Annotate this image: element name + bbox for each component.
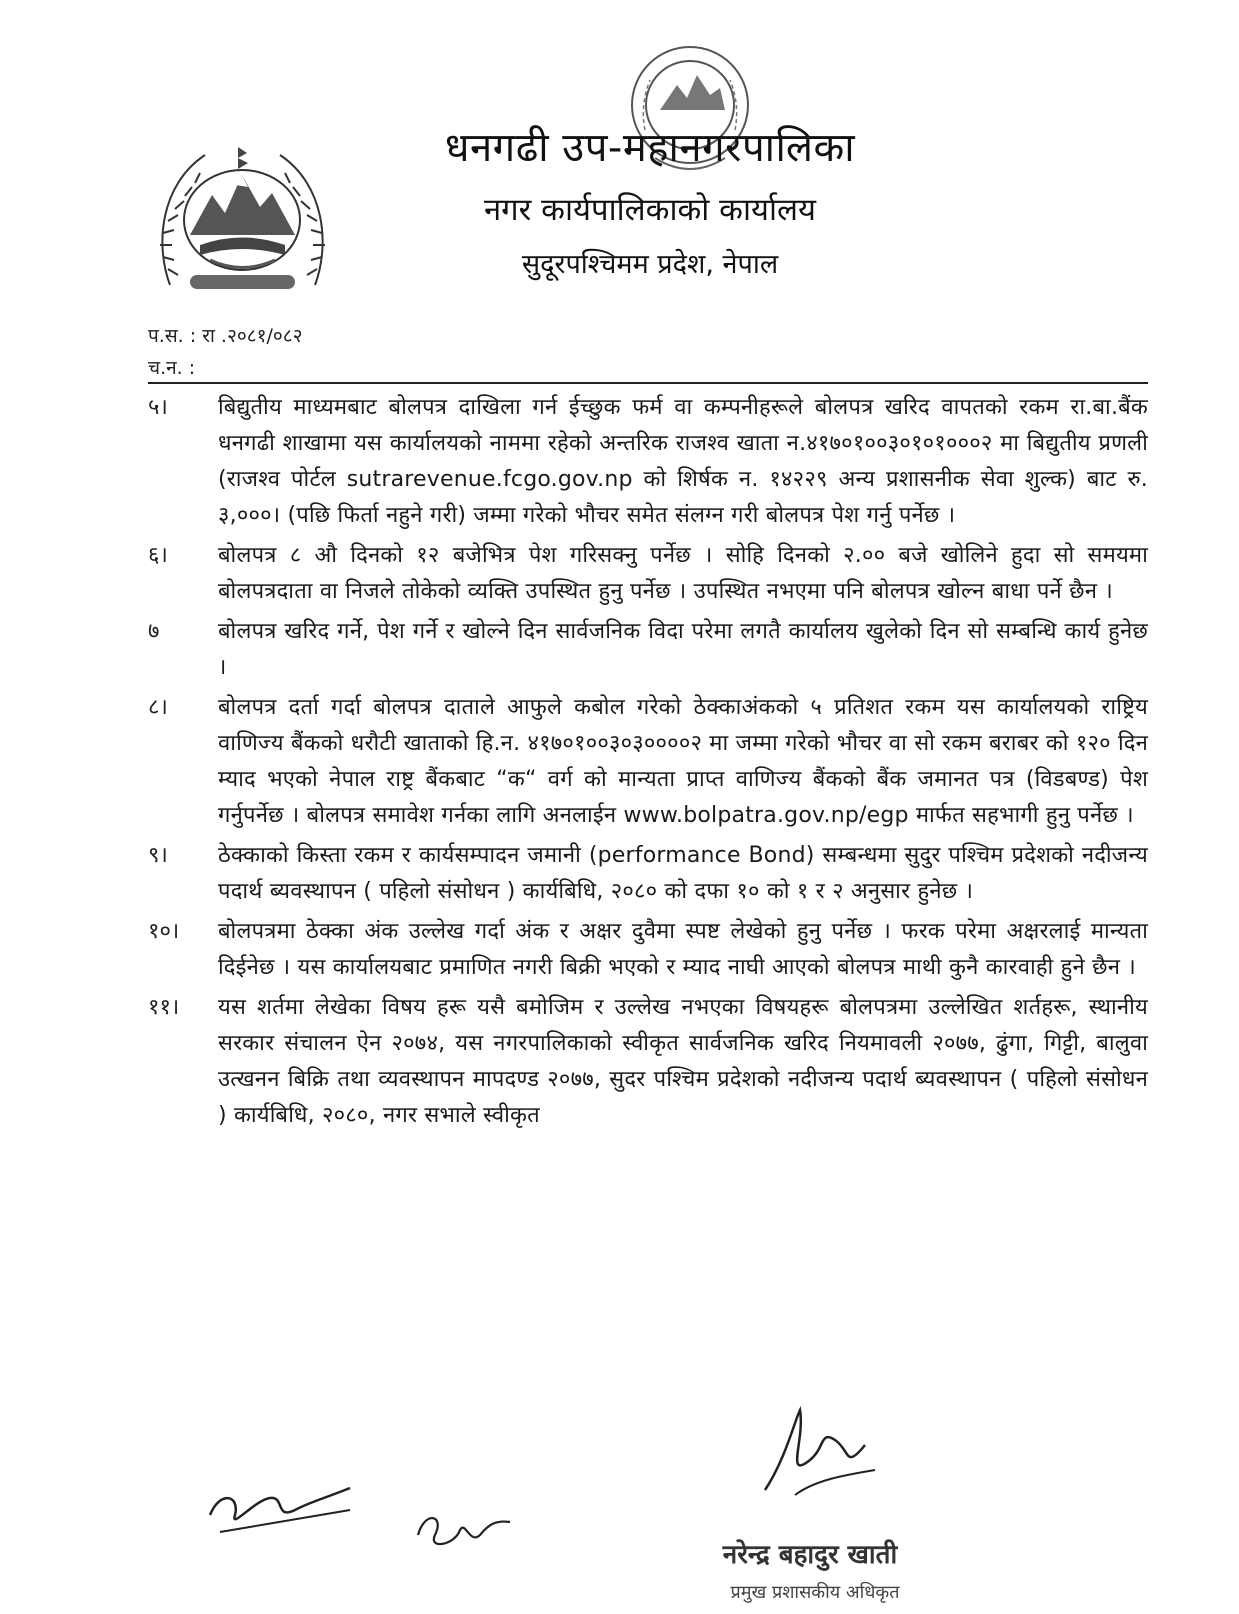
clause-item	[148, 538, 1148, 610]
clause-text: बोलपत्र खरिद गर्ने, पेश गर्ने र खोल्ने दिन सार्वजनिक विदा परेमा लगतै कार्यालय खुलेको दिन सो सम्बन्धि कार्य हुनेछ ।	[218, 619, 1148, 680]
clause-number: ५।	[148, 395, 168, 420]
municipality-title: धनगढी उप-महानगरपालिका	[444, 125, 856, 171]
clause-item	[148, 990, 1148, 1134]
signature-1-icon	[200, 1470, 360, 1540]
clause-item	[148, 390, 1148, 534]
clause-number: ७	[148, 619, 160, 644]
province-location: सुदूरपश्चिमम प्रदेश, नेपाल	[521, 249, 779, 280]
clause-item	[148, 614, 1148, 686]
clause-text: बिद्युतीय माध्यमबाट बोलपत्र दाखिला गर्न ईच्छुक फर्म वा कम्पनीहरूले बोलपत्र खरिद वापतको रकम रा.बा.बैंक धनगढी शाखामा यस कार्यालयको नाममा रहेको अन्तरिक राजश्व खाता न.४१७०१००३०१०१०००२ मा बिद्युतीय प्रणली (राजश्व पोर्टल sutrarevenue.fcgo.gov.np को शिर्षक न. १४२२९ अन्य प्रशासनीक सेवा शुल्क) बाट रु. ३,०००। (पछि फिर्ता नहुने गरी) जम्मा गरेको भौचर समेत संलग्न गरी बोलपत्र पेश गर्नु पर्नेछ ।	[218, 395, 1148, 528]
signature-3-icon	[755, 1400, 885, 1505]
nepal-emblem-icon	[150, 135, 335, 300]
header-divider	[148, 382, 1148, 384]
signatory-name: नरेन्द्र बहादुर खाती	[722, 1540, 898, 1570]
clause-number: १०।	[148, 919, 180, 944]
dispatch-number: च.न. :	[148, 357, 196, 379]
clause-number: ६।	[148, 543, 168, 568]
fiscal-reference: प.स. : रा .२०८१/०८२	[148, 325, 303, 347]
signature-2-icon	[410, 1500, 520, 1560]
office-subtitle: नगर कार्यपालिकाको कार्यालय	[483, 192, 817, 228]
clause-item	[148, 690, 1148, 834]
clause-number: ८।	[148, 695, 168, 720]
clause-item	[148, 838, 1148, 910]
signatory-role: प्रमुख प्रशासकीय अधिकृत	[730, 1582, 900, 1603]
clause-text: बोलपत्र दर्ता गर्दा बोलपत्र दाताले आफुले कबोल गरेको ठेक्काअंकको ५ प्रतिशत रकम यस कार्यालयको राष्ट्रिय वाणिज्य बैंकको धरौटी खाताको हि.न. ४१७०१००३०३००००२ मा जम्मा गरेको भौचर वा सो रकम बराबर को १२० दिन म्याद भएको नेपाल राष्ट्र बैंकबाट “क“ वर्ग को मान्यता प्राप्त वाणिज्य बैंकको बैंक जमानत पत्र (विडबण्ड) पेश गर्नुपर्नेछ । बोलपत्र समावेश गर्नका लागि अनलाईन www.bolpatra.gov.np/egp मार्फत सहभागी हुनु पर्नेछ ।	[218, 695, 1148, 828]
clause-text: यस शर्तमा लेखेका विषय हरू यसै बमोजिम र उल्लेख नभएका विषयहरू बोलपत्रमा उल्लेखित शर्तहरू, स्थानीय सरकार संचालन ऐन २०७४, यस नगरपालिकाको स्वीकृत सार्वजनिक खरिद नियमावली २०७७, ढुंगा, गिट्टी, बालुवा उत्खनन बिक्रि तथा व्यवस्थापन मापदण्ड २०७७, सुदर पश्चिम प्रदेशको नदीजन्य पदार्थ ब्यवस्थापन ( पहिलो संसोधन ) कार्यबिधि, २०८०, नगर सभाले स्वीकृत	[218, 995, 1148, 1128]
clause-text: बोलपत्रमा ठेक्का अंक उल्लेख गर्दा अंक र अक्षर दुवैमा स्पष्ट लेखेको हुनु पर्नेछ । फरक परेमा अक्षरलाई मान्यता दिईनेछ । यस कार्यालयबाट प्रमाणित नगरी बिक्री भएको र म्याद नाघी आएको बोलपत्र माथी कुनै कारवाही हुने छैन ।	[218, 919, 1148, 980]
clause-list	[148, 390, 1148, 1138]
clause-number: ९।	[148, 843, 168, 868]
clause-text: ठेक्काको किस्ता रकम र कार्यसम्पादन जमानी (performance Bond) सम्बन्धमा सुदुर पश्चिम प्रदेशको नदीजन्य पदार्थ ब्यवस्थापन ( पहिलो संसोधन ) कार्यबिधि, २०८० को दफा १० को १ र २ अनुसार हुनेछ ।	[218, 843, 1148, 904]
clause-text: बोलपत्र ८ औ दिनको १२ बजेभित्र पेश गरिसक्नु पर्नेछ । सोहि दिनको २.०० बजे खोलिने हुदा सो समयमा बोलपत्रदाता वा निजले तोकेको व्यक्ति उपस्थित हुनु पर्नेछ । उपस्थित नभएमा पनि बोलपत्र खोल्न बाधा पर्ने छैन ।	[218, 543, 1148, 604]
clause-number: ११।	[148, 995, 180, 1020]
clause-item	[148, 914, 1148, 986]
